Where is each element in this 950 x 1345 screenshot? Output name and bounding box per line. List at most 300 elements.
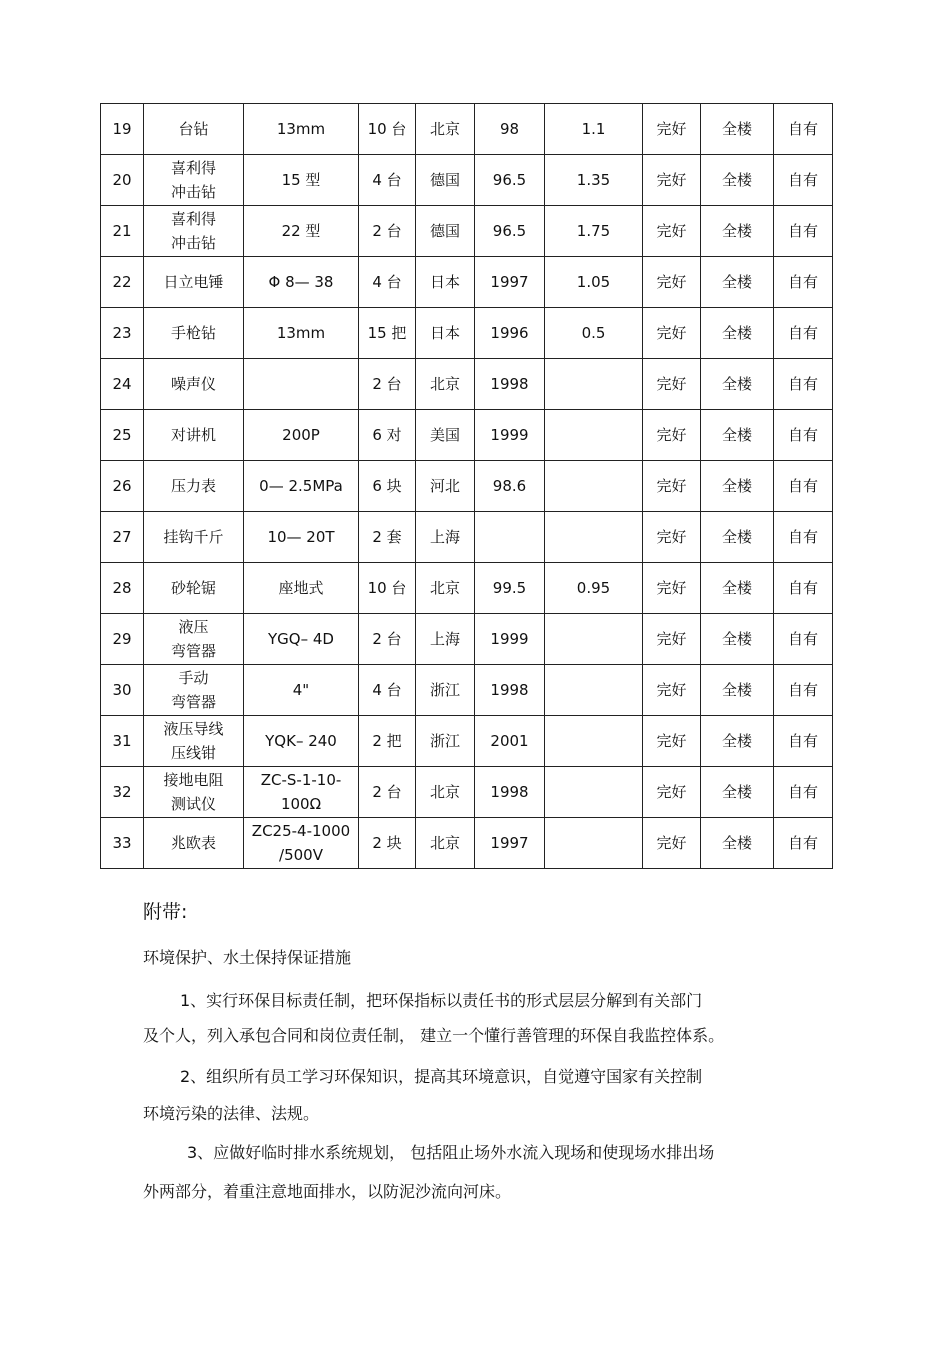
- table-cell: [416, 359, 475, 410]
- table-cell: [101, 767, 144, 818]
- table-cell: [101, 614, 144, 665]
- table-cell: [101, 257, 144, 308]
- cell-text: 德国: [429, 171, 460, 189]
- table-row: [101, 563, 833, 614]
- table-cell: [701, 257, 774, 308]
- cell-text: 1996: [490, 324, 529, 342]
- table-cell: [701, 512, 774, 563]
- cell-text: 对讲机: [170, 426, 216, 444]
- table-cell: [475, 104, 545, 155]
- cell-text: 2 套: [372, 528, 402, 546]
- table-cell: [643, 410, 701, 461]
- table-cell: [244, 206, 359, 257]
- cell-text: 自有: [787, 375, 818, 393]
- table-cell: [144, 614, 244, 665]
- cell-text: 液压 弯管器: [170, 618, 216, 660]
- cell-text: 手动 弯管器: [170, 669, 216, 711]
- table-cell: [359, 461, 416, 512]
- table-cell: [774, 461, 833, 512]
- table-cell: [774, 716, 833, 767]
- cell-text: 北京: [429, 834, 460, 852]
- table-cell: [144, 410, 244, 461]
- table-cell: [701, 716, 774, 767]
- table-cell: [643, 512, 701, 563]
- table-cell: [643, 563, 701, 614]
- cell-text: 2 块: [372, 834, 402, 852]
- cell-text: 完好: [656, 426, 687, 444]
- cell-text: 自有: [787, 732, 818, 750]
- table-cell: [244, 716, 359, 767]
- paragraph-line: 3、应做好临时排水系统规划， 包括阻止场外水流入现场和使现场水排出场: [187, 1143, 715, 1162]
- table-cell: [359, 665, 416, 716]
- cell-text: 200P: [282, 426, 320, 444]
- table-cell: [101, 206, 144, 257]
- cell-text: 30: [112, 681, 132, 699]
- table-cell: [774, 155, 833, 206]
- cell-text: 浙江: [429, 681, 460, 699]
- table-cell: [244, 257, 359, 308]
- table-cell: [475, 257, 545, 308]
- table-cell: [701, 104, 774, 155]
- table-cell: [244, 665, 359, 716]
- table-cell: [416, 614, 475, 665]
- cell-text: 96.5: [492, 222, 527, 240]
- cell-text: 13mm: [276, 120, 326, 138]
- cell-text: 自有: [787, 834, 818, 852]
- cell-text: 26: [112, 477, 132, 495]
- table-cell: [416, 563, 475, 614]
- table-cell: [359, 716, 416, 767]
- table-cell: [101, 410, 144, 461]
- cell-text: 自有: [787, 681, 818, 699]
- table-cell: [416, 818, 475, 869]
- cell-text: 台钻: [178, 120, 209, 138]
- table-cell: [701, 818, 774, 869]
- cell-text: 自有: [787, 630, 818, 648]
- cell-text: 0.95: [576, 579, 611, 597]
- table-cell: [475, 563, 545, 614]
- cell-text: 自有: [787, 579, 818, 597]
- table-cell: [701, 614, 774, 665]
- table-cell: [475, 155, 545, 206]
- cell-text: 15 型: [281, 171, 321, 189]
- cell-text: 4 台: [372, 681, 402, 699]
- table-row: [101, 665, 833, 716]
- table-cell: [774, 563, 833, 614]
- table-cell: [774, 512, 833, 563]
- paragraph-line: 2、组织所有员工学习环保知识，提高其环境意识，自觉遵守国家有关控制: [180, 1067, 703, 1086]
- table-cell: [144, 308, 244, 359]
- cell-text: 完好: [656, 477, 687, 495]
- cell-text: 22 型: [281, 222, 321, 240]
- paragraph-line: 及个人，列入承包合同和岗位责任制， 建立一个懂行善管理的环保自我监控体系。: [143, 1026, 725, 1045]
- table-cell: [416, 257, 475, 308]
- table-cell: [774, 665, 833, 716]
- table-cell: [545, 665, 643, 716]
- table-cell: [701, 665, 774, 716]
- table-cell: [101, 461, 144, 512]
- table-cell: [643, 257, 701, 308]
- table-row: [101, 257, 833, 308]
- cell-text: 完好: [656, 630, 687, 648]
- cell-text: 1.35: [576, 171, 611, 189]
- cell-text: 19: [112, 120, 132, 138]
- equipment-table-body: [101, 104, 833, 869]
- cell-text: 29: [112, 630, 132, 648]
- cell-text: 33: [112, 834, 132, 852]
- table-cell: [545, 308, 643, 359]
- table-row: [101, 410, 833, 461]
- table-cell: [643, 818, 701, 869]
- cell-text: ZC-S-1-10- 100Ω: [260, 771, 342, 813]
- cell-text: 2 台: [372, 375, 402, 393]
- table-cell: [416, 665, 475, 716]
- cell-text: 完好: [656, 120, 687, 138]
- cell-text: YQK– 240: [265, 732, 337, 750]
- cell-text: 上海: [429, 630, 460, 648]
- cell-text: 北京: [429, 375, 460, 393]
- table-cell: [244, 818, 359, 869]
- table-cell: [475, 716, 545, 767]
- cell-text: 日本: [429, 324, 460, 342]
- table-cell: [244, 359, 359, 410]
- cell-text: 99.5: [492, 579, 527, 597]
- table-cell: [545, 716, 643, 767]
- table-cell: [545, 614, 643, 665]
- table-cell: [416, 461, 475, 512]
- table-cell: [545, 359, 643, 410]
- cell-text: 手枪钻: [170, 324, 216, 342]
- table-cell: [545, 461, 643, 512]
- appendix-subtitle: 环境保护、水土保持保证措施: [143, 948, 352, 967]
- table-cell: [144, 563, 244, 614]
- cell-text: 全楼: [721, 222, 752, 240]
- cell-text: 13mm: [276, 324, 326, 342]
- paragraph-line: 外两部分，着重注意地面排水，以防泥沙流向河床。: [143, 1182, 512, 1201]
- cell-text: 4": [292, 681, 310, 699]
- table-cell: [144, 716, 244, 767]
- cell-text: 完好: [656, 783, 687, 801]
- cell-text: 全楼: [721, 834, 752, 852]
- cell-text: 河北: [429, 477, 460, 495]
- cell-text: 24: [112, 375, 132, 393]
- table-cell: [359, 359, 416, 410]
- table-row: [101, 512, 833, 563]
- cell-text: 2 台: [372, 783, 402, 801]
- table-cell: [643, 155, 701, 206]
- table-cell: [101, 716, 144, 767]
- table-cell: [144, 665, 244, 716]
- table-cell: [359, 767, 416, 818]
- table-cell: [701, 461, 774, 512]
- table-cell: [475, 665, 545, 716]
- cell-text: 挂钩千斤: [163, 528, 224, 546]
- cell-text: 完好: [656, 375, 687, 393]
- table-cell: [475, 461, 545, 512]
- cell-text: 全楼: [721, 324, 752, 342]
- table-cell: [774, 359, 833, 410]
- cell-text: 自有: [787, 171, 818, 189]
- cell-text: 全楼: [721, 630, 752, 648]
- table-cell: [101, 512, 144, 563]
- table-cell: [101, 563, 144, 614]
- cell-text: 全楼: [721, 528, 752, 546]
- cell-text: 96.5: [492, 171, 527, 189]
- table-cell: [545, 257, 643, 308]
- table-cell: [416, 410, 475, 461]
- cell-text: 北京: [429, 120, 460, 138]
- table-cell: [144, 206, 244, 257]
- cell-text: 全楼: [721, 477, 752, 495]
- cell-text: 0— 2.5MPa: [259, 477, 343, 495]
- cell-text: 1.75: [576, 222, 611, 240]
- table-cell: [359, 206, 416, 257]
- table-cell: [545, 818, 643, 869]
- table-cell: [643, 767, 701, 818]
- table-cell: [416, 104, 475, 155]
- table-cell: [144, 767, 244, 818]
- table-cell: [144, 818, 244, 869]
- cell-text: 全楼: [721, 120, 752, 138]
- cell-text: 1997: [490, 834, 529, 852]
- paragraph-line: 1、实行环保目标责任制，把环保指标以责任书的形式层层分解到有关部门: [180, 991, 703, 1010]
- cell-text: 2 把: [372, 732, 402, 750]
- cell-text: 全楼: [721, 375, 752, 393]
- table-cell: [416, 206, 475, 257]
- table-cell: [774, 818, 833, 869]
- table-cell: [701, 308, 774, 359]
- cell-text: 全楼: [721, 681, 752, 699]
- cell-text: 1.1: [581, 120, 606, 138]
- cell-text: 20: [112, 171, 132, 189]
- table-cell: [359, 614, 416, 665]
- table-cell: [475, 818, 545, 869]
- cell-text: 完好: [656, 579, 687, 597]
- table-row: [101, 767, 833, 818]
- cell-text: 上海: [429, 528, 460, 546]
- cell-text: 22: [112, 273, 132, 291]
- table-cell: [774, 308, 833, 359]
- cell-text: 25: [112, 426, 132, 444]
- cell-text: 1998: [490, 681, 529, 699]
- cell-text: YGQ– 4D: [268, 630, 334, 648]
- table-row: [101, 104, 833, 155]
- cell-text: ZC25-4-1000 /500V: [251, 822, 351, 864]
- table-cell: [144, 257, 244, 308]
- table-cell: [475, 410, 545, 461]
- cell-text: 6 对: [372, 426, 402, 444]
- table-cell: [416, 155, 475, 206]
- cell-text: 自有: [787, 273, 818, 291]
- table-cell: [643, 359, 701, 410]
- table-cell: [701, 359, 774, 410]
- table-cell: [545, 206, 643, 257]
- table-cell: [144, 155, 244, 206]
- cell-text: 完好: [656, 171, 687, 189]
- table-cell: [244, 614, 359, 665]
- cell-text: 2 台: [372, 630, 402, 648]
- cell-text: 北京: [429, 579, 460, 597]
- cell-text: 完好: [656, 324, 687, 342]
- table-cell: [774, 767, 833, 818]
- table-cell: [774, 410, 833, 461]
- cell-text: 10 台: [367, 579, 407, 597]
- table-cell: [643, 665, 701, 716]
- table-cell: [244, 104, 359, 155]
- cell-text: 10 台: [367, 120, 407, 138]
- cell-text: 美国: [429, 426, 460, 444]
- table-cell: [244, 767, 359, 818]
- cell-text: 1998: [490, 375, 529, 393]
- cell-text: 全楼: [721, 273, 752, 291]
- cell-text: 15 把: [367, 324, 407, 342]
- table-cell: [101, 155, 144, 206]
- table-cell: [643, 308, 701, 359]
- table-cell: [359, 155, 416, 206]
- table-cell: [101, 665, 144, 716]
- cell-text: 浙江: [429, 732, 460, 750]
- table-cell: [475, 359, 545, 410]
- cell-text: 10— 20T: [267, 528, 335, 546]
- table-cell: [359, 308, 416, 359]
- table-cell: [774, 257, 833, 308]
- table-cell: [101, 818, 144, 869]
- cell-text: 完好: [656, 732, 687, 750]
- appendix-title: 附带:: [143, 901, 188, 923]
- cell-text: 日本: [429, 273, 460, 291]
- cell-text: 23: [112, 324, 132, 342]
- table-cell: [144, 461, 244, 512]
- cell-text: 27: [112, 528, 132, 546]
- cell-text: 自有: [787, 528, 818, 546]
- cell-text: 6 块: [372, 477, 402, 495]
- table-cell: [359, 410, 416, 461]
- table-cell: [101, 359, 144, 410]
- cell-text: 1999: [490, 630, 529, 648]
- table-cell: [416, 308, 475, 359]
- cell-text: 自有: [787, 426, 818, 444]
- table-cell: [475, 308, 545, 359]
- table-cell: [475, 767, 545, 818]
- cell-text: 98.6: [492, 477, 527, 495]
- table-cell: [244, 308, 359, 359]
- cell-text: 压力表: [170, 477, 216, 495]
- table-row: [101, 359, 833, 410]
- cell-text: 0.5: [581, 324, 606, 342]
- cell-text: 28: [112, 579, 132, 597]
- cell-text: 噪声仪: [170, 375, 216, 393]
- cell-text: 全楼: [721, 579, 752, 597]
- table-cell: [244, 512, 359, 563]
- cell-text: 液压导线 压线钳: [163, 720, 224, 762]
- table-cell: [545, 512, 643, 563]
- cell-text: 完好: [656, 273, 687, 291]
- cell-text: 自有: [787, 783, 818, 801]
- table-cell: [701, 206, 774, 257]
- cell-text: 全楼: [721, 426, 752, 444]
- table-row: [101, 716, 833, 767]
- cell-text: 完好: [656, 834, 687, 852]
- table-cell: [475, 614, 545, 665]
- cell-text: 21: [112, 222, 132, 240]
- table-cell: [244, 563, 359, 614]
- cell-text: 32: [112, 783, 132, 801]
- cell-text: 自有: [787, 324, 818, 342]
- cell-text: 31: [112, 732, 132, 750]
- table-cell: [244, 410, 359, 461]
- table-cell: [643, 716, 701, 767]
- table-cell: [416, 716, 475, 767]
- cell-text: 喜利得 冲击钻: [170, 159, 216, 201]
- table-cell: [244, 461, 359, 512]
- table-cell: [144, 512, 244, 563]
- table-cell: [701, 155, 774, 206]
- cell-text: 完好: [656, 681, 687, 699]
- cell-text: 接地电阻 测试仪: [163, 771, 224, 813]
- cell-text: 4 台: [372, 273, 402, 291]
- cell-text: 兆欧表: [170, 834, 216, 852]
- cell-text: 全楼: [721, 783, 752, 801]
- table-cell: [475, 206, 545, 257]
- table-cell: [774, 206, 833, 257]
- cell-text: 喜利得 冲击钻: [170, 210, 216, 252]
- table-row: [101, 818, 833, 869]
- table-cell: [643, 104, 701, 155]
- table-cell: [545, 767, 643, 818]
- cell-text: 2 台: [372, 222, 402, 240]
- table-cell: [643, 461, 701, 512]
- table-cell: [545, 155, 643, 206]
- cell-text: 全楼: [721, 171, 752, 189]
- equipment-table: [100, 103, 833, 869]
- table-cell: [545, 563, 643, 614]
- table-cell: [144, 359, 244, 410]
- table-cell: [643, 206, 701, 257]
- table-cell: [774, 614, 833, 665]
- table-cell: [359, 257, 416, 308]
- table-row: [101, 206, 833, 257]
- cell-text: 日立电锤: [163, 273, 224, 291]
- table-cell: [416, 512, 475, 563]
- cell-text: 全楼: [721, 732, 752, 750]
- cell-text: 砂轮锯: [170, 579, 216, 597]
- table-cell: [774, 104, 833, 155]
- table-cell: [144, 104, 244, 155]
- cell-text: 德国: [429, 222, 460, 240]
- table-cell: [701, 767, 774, 818]
- cell-text: 自有: [787, 477, 818, 495]
- table-row: [101, 308, 833, 359]
- cell-text: 1998: [490, 783, 529, 801]
- cell-text: 北京: [429, 783, 460, 801]
- table-cell: [244, 155, 359, 206]
- table-cell: [359, 563, 416, 614]
- table-cell: [545, 104, 643, 155]
- cell-text: 1.05: [576, 273, 611, 291]
- cell-text: 1999: [490, 426, 529, 444]
- table-row: [101, 461, 833, 512]
- table-cell: [101, 104, 144, 155]
- table-cell: [643, 614, 701, 665]
- table-cell: [701, 410, 774, 461]
- table-cell: [101, 308, 144, 359]
- table-cell: [701, 563, 774, 614]
- paragraph-line: 环境污染的法律、法规。: [143, 1104, 320, 1123]
- table-cell: [359, 818, 416, 869]
- cell-text: 完好: [656, 222, 687, 240]
- cell-text: 自有: [787, 120, 818, 138]
- table-row: [101, 155, 833, 206]
